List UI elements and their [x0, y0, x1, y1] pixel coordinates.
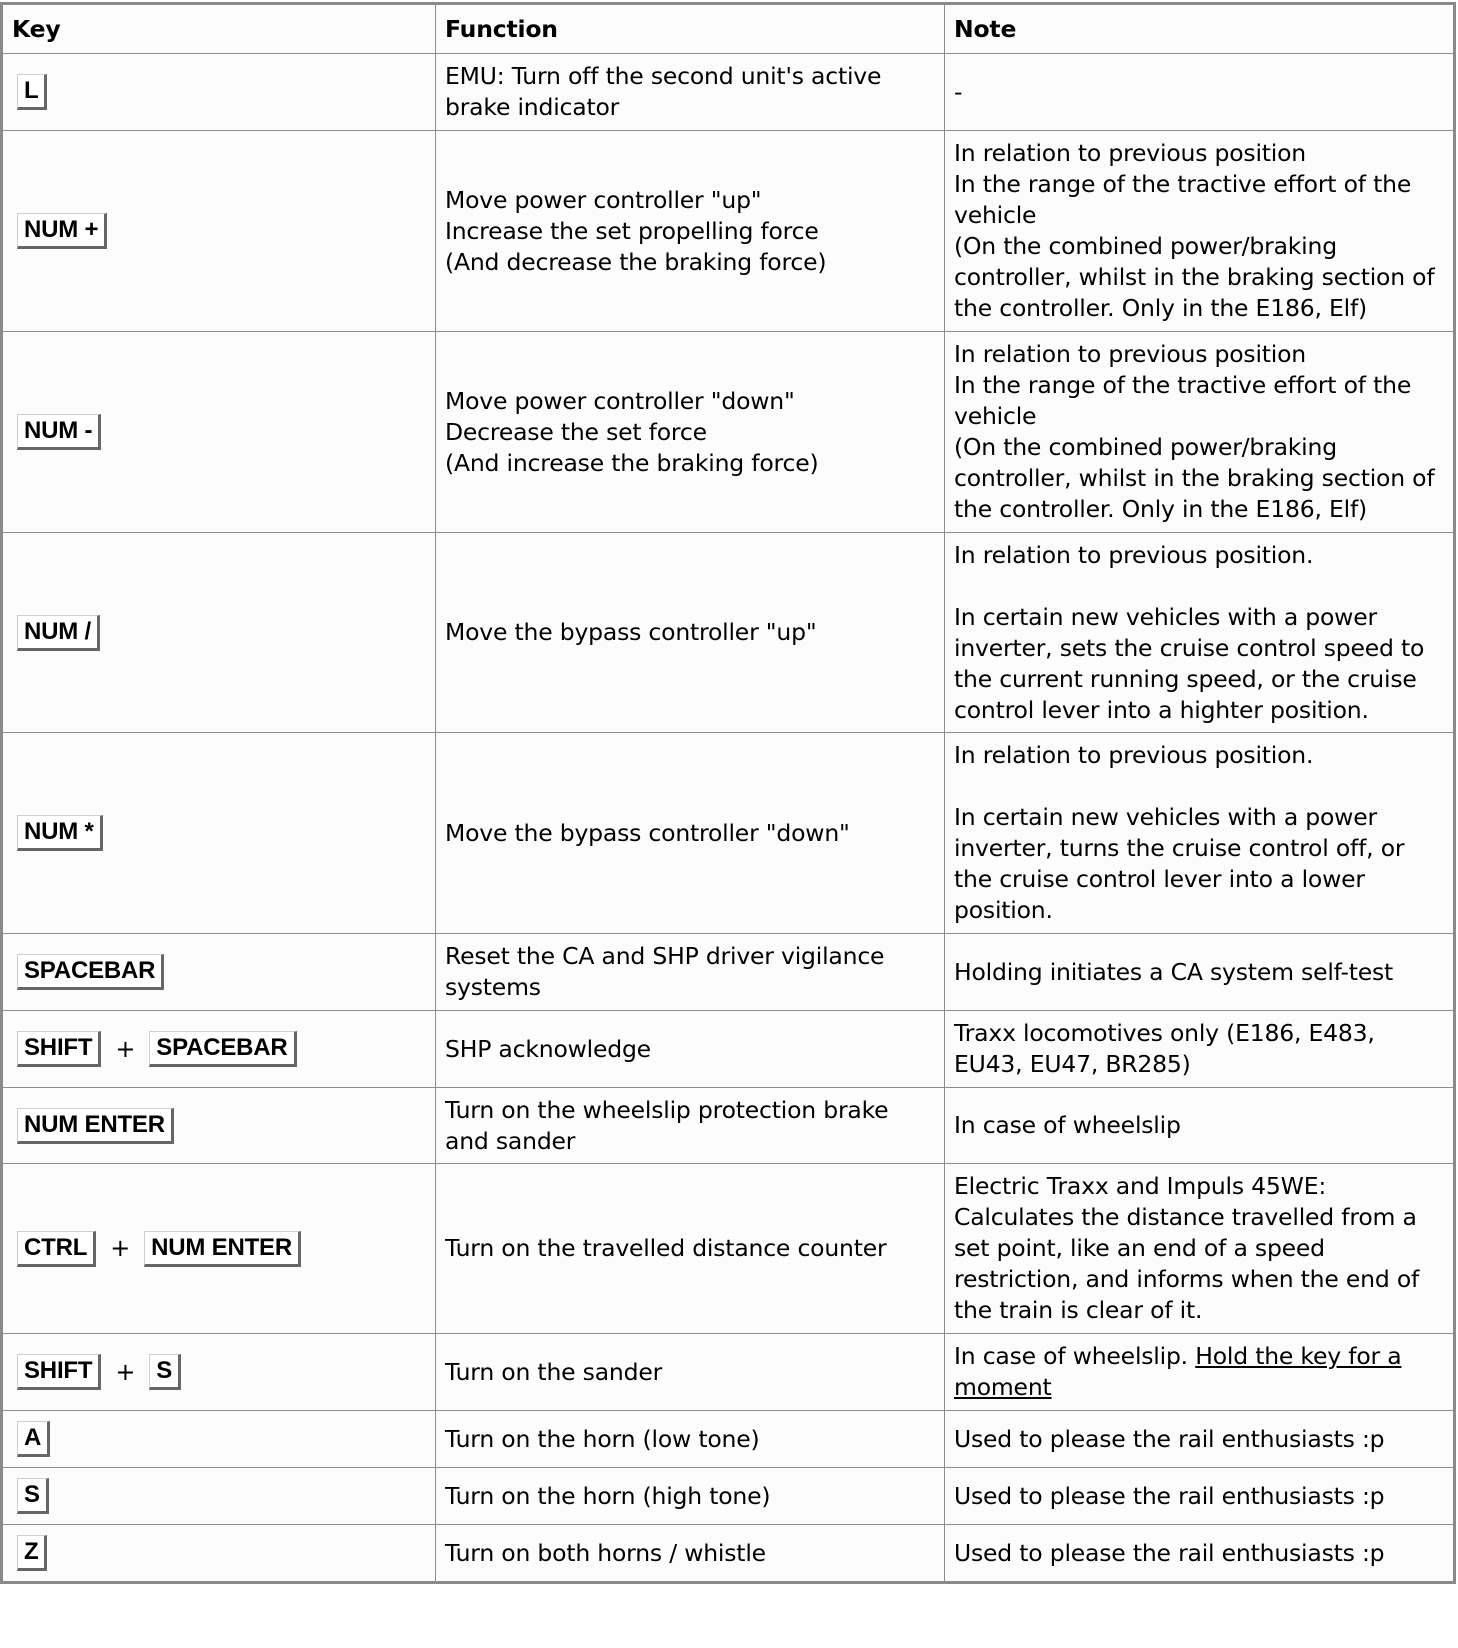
function-text: Reset the CA and SHP driver vigilance — [445, 942, 885, 970]
function-text: Turn on the horn (low tone) — [445, 1424, 760, 1453]
note-cell — [945, 332, 1455, 533]
keycap: A — [17, 1421, 50, 1457]
function-text: Move the bypass controller "up" — [445, 618, 817, 646]
keycap: S — [149, 1354, 181, 1390]
note-cell — [945, 54, 1455, 131]
note-text: Electric Traxx and Impuls 45WE: — [954, 1172, 1327, 1200]
note-cell — [945, 533, 1455, 733]
header-function: Function — [436, 4, 945, 54]
function-text: Turn on both horns / whistle — [445, 1538, 766, 1567]
note-cell — [945, 1164, 1455, 1334]
note-text: In the range of the tractive effort of the — [954, 170, 1412, 198]
table-row — [2, 1525, 1455, 1583]
function-cell — [436, 1334, 945, 1411]
note-spacer — [954, 771, 1444, 802]
note-cell — [945, 1088, 1455, 1164]
header-note: Note — [945, 4, 1455, 54]
keycap: NUM * — [17, 815, 103, 851]
note-text: Calculates the distance travelled from a — [954, 1203, 1417, 1231]
key-cell — [2, 54, 436, 131]
note-text: inverter, turns the cruise control off, or — [954, 834, 1405, 862]
note-text — [954, 1341, 1444, 1372]
note-cell — [945, 1525, 1455, 1583]
note-text: EU43, EU47, BR285) — [954, 1050, 1191, 1078]
note-text: In case of wheelslip — [954, 1111, 1181, 1139]
keycap: NUM - — [17, 414, 101, 450]
note-text: Used to please the rail enthusiasts :p — [954, 1538, 1385, 1567]
note-text: controller, whilst in the braking section of — [954, 263, 1435, 291]
function-text: Move power controller "down" — [445, 386, 795, 415]
note-plain-text: In case of wheelslip. — [954, 1342, 1196, 1370]
note-text: In the range of the tractive effort of the — [954, 371, 1412, 399]
note-text: the train is clear of it. — [954, 1296, 1203, 1324]
note-text — [954, 1372, 1444, 1403]
note-text: vehicle — [954, 402, 1037, 430]
note-text: set point, like an end of a speed — [954, 1234, 1325, 1262]
function-text: SHP acknowledge — [445, 1034, 651, 1063]
table-row — [2, 533, 1455, 733]
note-text: the controller. Only in the E186, Elf) — [954, 294, 1368, 322]
note-text: the controller. Only in the E186, Elf) — [954, 495, 1368, 523]
function-cell — [436, 1088, 945, 1164]
note-text: inverter, sets the cruise control speed to — [954, 633, 1425, 662]
note-text: In certain new vehicles with a power — [954, 602, 1377, 631]
note-text: Holding initiates a CA system self-test — [954, 957, 1394, 986]
function-cell — [436, 131, 945, 332]
key-cell — [2, 934, 436, 1011]
function-text: Turn on the wheelslip protection brake — [445, 1095, 889, 1124]
function-text: EMU: Turn off the second unit's active — [445, 62, 882, 90]
note-text: controller, whilst in the braking section of — [954, 464, 1435, 492]
function-text: brake indicator — [445, 93, 620, 121]
note-text: Used to please the rail enthusiasts :p — [954, 1481, 1385, 1510]
function-cell — [436, 1411, 945, 1468]
keycap: NUM ENTER — [144, 1231, 301, 1267]
keycap: SPACEBAR — [149, 1031, 296, 1067]
function-text: Turn on the sander — [445, 1357, 663, 1386]
note-text: vehicle — [954, 201, 1037, 229]
function-text: Decrease the set force — [445, 417, 707, 446]
table-row — [2, 332, 1455, 533]
key-cell — [2, 1525, 436, 1583]
keycap: SPACEBAR — [17, 954, 164, 990]
note-text: In relation to previous position. — [954, 540, 1314, 569]
note-spacer — [954, 571, 1444, 602]
keycap: S — [17, 1478, 49, 1514]
plus-sign: + — [115, 1034, 136, 1063]
key-cell — [2, 332, 436, 533]
keycap: CTRL — [17, 1231, 96, 1267]
note-text: the current running speed, or the cruise — [954, 664, 1417, 693]
table-row — [2, 1011, 1455, 1088]
function-text: Turn on the horn (high tone) — [445, 1481, 771, 1510]
function-text: and sander — [445, 1126, 576, 1155]
function-text: systems — [445, 973, 541, 1001]
note-cell — [945, 1411, 1455, 1468]
key-cell — [2, 1088, 436, 1164]
keycap: NUM + — [17, 213, 107, 249]
header-row — [2, 4, 1455, 54]
note-text: (On the combined power/braking — [954, 433, 1337, 461]
key-cell — [2, 1011, 436, 1088]
note-text: In relation to previous position — [954, 139, 1306, 167]
function-cell — [436, 1011, 945, 1088]
plus-sign: + — [110, 1234, 131, 1262]
note-cell — [945, 934, 1455, 1011]
keycap: NUM / — [17, 615, 100, 651]
keycap: NUM ENTER — [17, 1108, 174, 1144]
note-text: restriction, and informs when the end of — [954, 1265, 1420, 1293]
note-text: the cruise control lever into a lower — [954, 865, 1365, 893]
note-emphasis-text: Hold the key for a — [1195, 1342, 1402, 1370]
table-row — [2, 54, 1455, 131]
note-emphasis-text: moment — [954, 1373, 1052, 1401]
note-cell — [945, 1334, 1455, 1411]
key-cell — [2, 533, 436, 733]
function-cell — [436, 934, 945, 1011]
function-text: Move power controller "up" — [445, 185, 762, 214]
function-cell — [436, 1525, 945, 1583]
table-row — [2, 1334, 1455, 1411]
function-cell — [436, 332, 945, 533]
function-cell — [436, 733, 945, 934]
plus-sign: + — [115, 1357, 136, 1386]
note-text: In relation to previous position — [954, 340, 1306, 368]
function-text: Move the bypass controller "down" — [445, 818, 850, 847]
note-text: Traxx locomotives only (E186, E483, — [954, 1019, 1375, 1047]
function-text: Turn on the travelled distance counter — [445, 1234, 887, 1262]
table-row — [2, 1468, 1455, 1525]
keycap: Z — [17, 1535, 47, 1571]
table-row — [2, 1088, 1455, 1164]
key-cell — [2, 131, 436, 332]
note-cell — [945, 1468, 1455, 1525]
table-row — [2, 1411, 1455, 1468]
note-text: Used to please the rail enthusiasts :p — [954, 1424, 1385, 1453]
key-cell — [2, 1164, 436, 1334]
key-cell — [2, 733, 436, 934]
key-cell — [2, 1468, 436, 1525]
key-cell — [2, 1411, 436, 1468]
note-text: - — [954, 77, 963, 106]
header-key: Key — [2, 4, 436, 54]
note-text: In relation to previous position. — [954, 741, 1314, 769]
function-text: (And decrease the braking force) — [445, 247, 827, 276]
note-text: control lever into a highter position. — [954, 695, 1369, 724]
table-row — [2, 131, 1455, 332]
table-row — [2, 934, 1455, 1011]
note-text: In certain new vehicles with a power — [954, 803, 1377, 831]
function-cell — [436, 533, 945, 733]
function-cell — [436, 54, 945, 131]
table-body — [2, 54, 1455, 1583]
keycap: SHIFT — [17, 1354, 101, 1390]
note-cell — [945, 131, 1455, 332]
table-row — [2, 1164, 1455, 1334]
function-text: Increase the set propelling force — [445, 216, 819, 245]
keycap: L — [17, 74, 47, 110]
note-text: (On the combined power/braking — [954, 232, 1337, 260]
keycap: SHIFT — [17, 1031, 101, 1067]
note-text: position. — [954, 896, 1053, 924]
key-cell — [2, 1334, 436, 1411]
function-cell — [436, 1164, 945, 1334]
note-cell — [945, 1011, 1455, 1088]
function-text: (And increase the braking force) — [445, 448, 819, 477]
note-cell — [945, 733, 1455, 934]
keyboard-shortcuts-table — [0, 2, 1456, 1584]
table-row — [2, 733, 1455, 934]
function-cell — [436, 1468, 945, 1525]
